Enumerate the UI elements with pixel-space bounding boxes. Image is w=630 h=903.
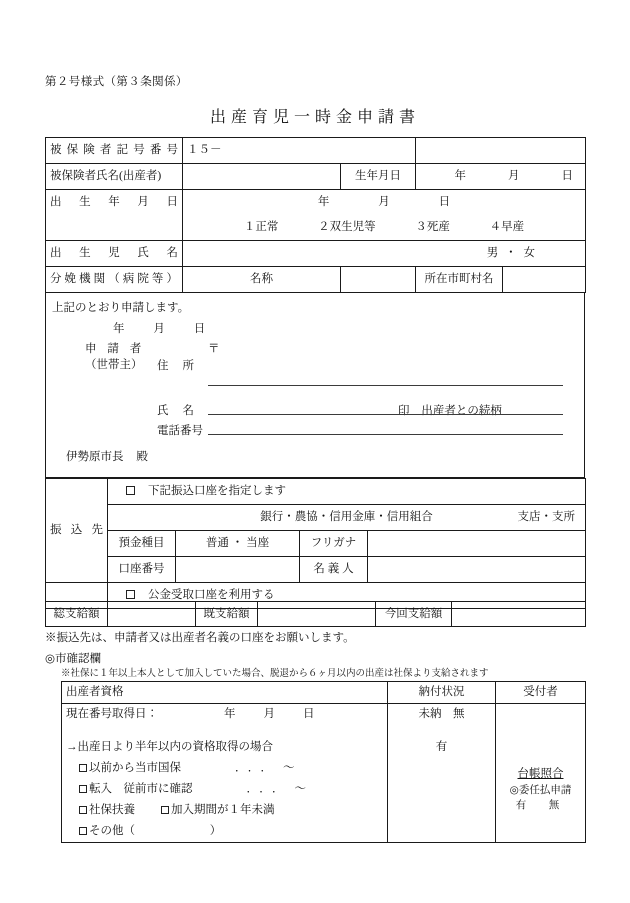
checkbox-shaho-dependent[interactable] <box>79 806 87 814</box>
birth-option-normal[interactable]: １正常 <box>243 221 279 234</box>
deposit-type-options[interactable]: 普通 ・ 当座 <box>176 531 300 557</box>
payment-status-header: 納付状況 <box>388 682 496 704</box>
account-holder-input[interactable] <box>368 557 586 583</box>
birthdate-input[interactable] <box>416 164 586 190</box>
checkbox-under-one-year-label: 加入期間が１年未満 <box>171 804 275 817</box>
checkbox-item-row[interactable] <box>62 800 388 821</box>
birthdate-month: 月 <box>508 170 520 183</box>
designate-account-label: 下記振込口座を指定します <box>148 485 286 498</box>
application-date-month: 月 <box>153 323 165 335</box>
table-row <box>46 267 586 293</box>
qualification-spacer <box>62 725 388 737</box>
this-time-label: 今回支給額 <box>376 602 452 627</box>
checkbox-transfer-in-dots: ．．． <box>246 783 291 796</box>
payment-status-spacer-2 <box>388 758 496 779</box>
tel-label: 電話番号 <box>157 425 203 437</box>
public-account-label: 公金受取口座を利用する <box>148 589 275 602</box>
insured-number-label: 被保険者記号番号 <box>46 138 183 164</box>
deposit-type-label: 預金種目 <box>108 531 176 557</box>
institution-city-input[interactable] <box>503 267 586 292</box>
application-date-year: 年 <box>113 323 125 335</box>
acquisition-year: 年 <box>224 708 236 721</box>
this-time-input[interactable] <box>452 602 586 627</box>
child-name-input[interactable] <box>183 241 586 267</box>
table-row <box>46 138 586 164</box>
application-date[interactable] <box>113 320 205 336</box>
table-row <box>46 557 586 583</box>
address-label: 住所 <box>157 360 208 372</box>
receptionist-header: 受付者 <box>496 682 586 704</box>
acquisition-date-label: 現在番号取得日： <box>66 708 158 721</box>
checkbox-item-row[interactable] <box>62 821 388 843</box>
name-label: 氏名 <box>157 405 208 417</box>
postal-mark-icon: 〒 <box>208 343 220 355</box>
birth-month: 月 <box>378 196 390 209</box>
birth-day: 日 <box>438 196 451 209</box>
insured-number-value[interactable]: １５－ <box>183 138 416 164</box>
total-amount-input[interactable] <box>108 602 196 627</box>
account-holder-label: 名 義 人 <box>300 557 368 583</box>
birth-year: 年 <box>317 196 330 209</box>
furigana-input[interactable] <box>368 531 586 557</box>
birthdate-day: 日 <box>561 170 573 183</box>
receptionist-input[interactable] <box>496 704 586 738</box>
form-number: 第２号様式（第３条関係） <box>45 76 188 88</box>
insured-number-extra-cell[interactable] <box>416 138 586 164</box>
seal-relation-block <box>398 402 502 418</box>
checkbox-item-row[interactable] <box>62 758 388 779</box>
institution-label: 分娩機関（病院等） <box>46 267 183 293</box>
table-row <box>62 737 586 758</box>
designate-account-checkbox[interactable] <box>126 486 135 495</box>
applicant-label-block <box>85 341 145 373</box>
bank-section-label: 振込先 <box>46 479 108 583</box>
unpaid-yes-option[interactable]: 有 <box>388 737 496 758</box>
payment-totals-table <box>45 601 586 627</box>
account-number-input[interactable] <box>176 557 300 583</box>
insured-name-input[interactable] <box>183 164 341 190</box>
acquisition-day: 日 <box>303 708 315 721</box>
transfer-note: ※振込先は、申請者又は出産者名義の口座をお願いします。 <box>45 632 355 644</box>
shaho-note: ※社保に１年以上本人として加入していた場合、脱退から６ヶ月以内の出産は社保より支給されます <box>61 669 489 679</box>
table-row <box>46 531 586 557</box>
table-row <box>46 602 586 627</box>
address-input-line[interactable] <box>208 385 563 386</box>
checkbox-prior-kokuho-dots: ．．． <box>235 762 279 775</box>
sex-options[interactable]: 男 ・ 女 <box>486 247 537 260</box>
mayor-address-block <box>66 448 148 464</box>
total-amount-label: 総支給額 <box>46 602 108 627</box>
bank-kinds-options[interactable]: 銀行・農協・信用金庫・信用組合 <box>260 511 433 524</box>
page-title: 出産育児一時金申請書 <box>209 109 420 126</box>
birth-date-label: 出生年月日 <box>46 190 183 216</box>
child-name-label: 出生児氏名 <box>46 241 183 267</box>
ledger-proxy-cell[interactable] <box>496 737 586 843</box>
institution-city-label: 所在市町村名 <box>424 273 494 286</box>
payment-status-spacer-5 <box>388 821 496 843</box>
table-row <box>62 682 586 704</box>
city-confirmation-heading: ◎市確認欄 <box>45 653 102 665</box>
proxy-payment-options[interactable]: 有 無 <box>515 799 566 811</box>
proxy-payment-label: ◎委任払申請 <box>509 784 572 796</box>
institution-city-group <box>416 267 586 293</box>
seal-label: 印 <box>398 405 410 417</box>
application-date-day: 日 <box>193 323 206 335</box>
relation-label: 出産者との続柄 <box>421 405 502 417</box>
insured-name-label: 被保険者氏名(出産者) <box>46 164 183 190</box>
table-row <box>46 241 586 267</box>
designate-account-checkbox-row[interactable] <box>108 479 586 505</box>
mayor-honorific: 殿 <box>136 451 148 463</box>
payment-status-spacer-3 <box>388 779 496 800</box>
birth-date-input[interactable] <box>183 190 586 216</box>
acquisition-month: 月 <box>263 708 275 721</box>
mayor-label: 伊勢原市長 <box>66 451 124 463</box>
acquisition-date-row[interactable] <box>62 704 388 726</box>
furigana-label: フリガナ <box>300 531 368 557</box>
table-row <box>46 164 586 190</box>
ledger-check-label[interactable]: 台帳照合 <box>517 767 564 780</box>
table-row <box>46 215 586 241</box>
checkbox-item-row[interactable] <box>62 779 388 800</box>
table-row <box>46 190 586 216</box>
arrow-condition-text: →出産日より半年以内の資格取得の場合 <box>66 741 273 754</box>
checkbox-transfer-in[interactable] <box>79 785 87 793</box>
qualification-header: 出産者資格 <box>62 682 388 704</box>
institution-name-input[interactable] <box>341 267 416 293</box>
account-number-label: 口座番号 <box>108 557 176 583</box>
checkbox-other-label: その他（ <box>89 825 135 838</box>
bank-transfer-table <box>45 478 586 609</box>
table-row <box>62 704 586 726</box>
branch-label[interactable]: 支店・支所 <box>517 511 575 524</box>
already-paid-input[interactable] <box>258 602 376 627</box>
public-account-checkbox[interactable] <box>126 590 135 599</box>
householder-label: （世帯主） <box>85 359 143 371</box>
checkbox-other-close: ） <box>209 825 222 838</box>
checkbox-under-one-year[interactable] <box>161 806 169 814</box>
checkbox-other[interactable] <box>79 827 87 835</box>
checkbox-prior-kokuho[interactable] <box>79 764 87 772</box>
tel-input-line[interactable] <box>208 434 563 435</box>
declaration-text: 上記のとおり申請します。 <box>52 302 190 314</box>
birth-option-stillbirth[interactable]: ３死産 <box>415 221 450 234</box>
unpaid-none-option[interactable]: 未納 無 <box>388 704 496 726</box>
checkbox-shaho-dependent-label: 社保扶養 <box>89 804 135 817</box>
birthdate-year: 年 <box>454 170 466 183</box>
table-row <box>46 505 586 531</box>
insured-info-table <box>45 137 586 293</box>
birthdate-label: 生年月日 <box>341 164 416 190</box>
institution-name-label: 名称 <box>183 267 341 293</box>
birth-option-premature[interactable]: ４早産 <box>489 221 525 234</box>
birth-date-label-spacer <box>46 215 183 241</box>
birth-option-twins[interactable]: ２双生児等 <box>318 221 376 234</box>
already-paid-label: 既支給額 <box>196 602 258 627</box>
table-row <box>46 479 586 505</box>
checkbox-prior-kokuho-label: 以前から当市国保 <box>89 762 181 775</box>
arrow-condition-row <box>62 737 388 758</box>
checkbox-prior-kokuho-tilde: ～ <box>283 762 295 775</box>
checkbox-transfer-in-tilde: ～ <box>294 783 306 796</box>
checkbox-transfer-in-label: 転入 従前市に確認 <box>89 783 193 796</box>
payment-status-spacer-4 <box>388 800 496 821</box>
city-confirmation-table <box>61 681 586 843</box>
applicant-label: 申 請 者 <box>85 343 146 355</box>
birth-type-options[interactable] <box>183 215 586 241</box>
bank-kinds-cell[interactable] <box>108 505 586 531</box>
name-input-line[interactable] <box>208 414 563 415</box>
payment-status-spacer <box>388 725 496 737</box>
